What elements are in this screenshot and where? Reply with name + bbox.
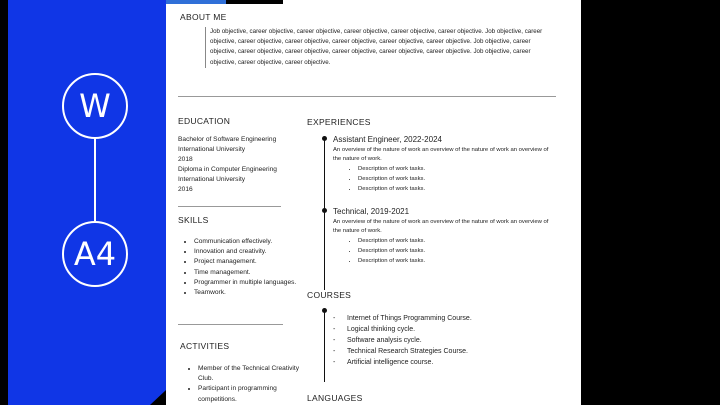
education-line: 2016 — [178, 185, 193, 193]
task-item: • Description of work tasks. — [358, 164, 425, 174]
education-line: International University — [178, 145, 246, 153]
experience-timeline — [324, 138, 325, 290]
a4-badge: A4 — [62, 221, 128, 287]
about-text: Job objective, career objective, career objective, career objective, career objective, career objective. Job objective, career objective, career objective, career objective, career objective, career objective, career objective. Job objective, career objective, career objective, career objective, career objective, career objective, career objective. Job objective, career objective, career objective, career objective. — [205, 27, 556, 68]
skill-item: • Programmer in multiple languages. — [194, 278, 304, 288]
timeline-dot — [322, 308, 327, 313]
course-item: - Technical Research Strategies Course. — [333, 347, 472, 358]
about-heading: ABOUT ME — [180, 12, 227, 22]
activities-list — [182, 364, 303, 405]
activity-item: • Participant in programming competitions. — [198, 384, 303, 404]
course-item: - Logical thinking cycle. — [333, 325, 472, 336]
word-badge: W — [62, 73, 128, 139]
course-item: - Artificial intelligence course. — [333, 358, 472, 369]
job-description: An overview of the nature of work an overview of the nature of work an overview of the nature of work. — [333, 219, 549, 235]
education-heading: EDUCATION — [178, 116, 231, 126]
about-divider — [178, 96, 556, 97]
languages-heading: LANGUAGES — [307, 393, 363, 403]
courses-timeline — [324, 310, 325, 382]
experiences-heading: EXPERIENCES — [307, 117, 371, 127]
activities-heading: ACTIVITIES — [180, 341, 230, 351]
job-tasks — [346, 164, 425, 195]
skills-heading: SKILLS — [178, 215, 209, 225]
task-item: • Description of work tasks. — [358, 246, 425, 256]
badge-connector — [94, 139, 96, 221]
resume-page — [166, 4, 581, 405]
education-line: Bachelor of Software Engineering — [178, 136, 277, 143]
skill-item: • Communication effectively. — [194, 237, 304, 247]
education-line: 2018 — [178, 155, 193, 163]
skill-item: • Innovation and creativity. — [194, 247, 304, 257]
course-item: - Internet of Things Programming Course. — [333, 314, 472, 325]
skill-item: • Teamwork. — [194, 288, 304, 298]
job-tasks — [346, 236, 425, 267]
task-item: • Description of work tasks. — [358, 256, 425, 266]
education-line: Diploma in Computer Engineering — [178, 165, 277, 173]
timeline-dot — [322, 208, 327, 213]
task-item: • Description of work tasks. — [358, 174, 425, 184]
skills-divider — [178, 324, 283, 325]
page-edge — [581, 0, 583, 405]
skill-item: • Time management. — [194, 268, 304, 278]
task-item: • Description of work tasks. — [358, 236, 425, 246]
course-item: - Software analysis cycle. — [333, 336, 472, 347]
education-details — [178, 135, 277, 194]
courses-list — [333, 314, 472, 369]
skill-item: • Project management. — [194, 257, 304, 267]
courses-heading: COURSES — [307, 290, 352, 300]
task-item: • Description of work tasks. — [358, 184, 425, 194]
job-title: Technical, 2019-2021 — [333, 207, 410, 216]
education-divider — [178, 206, 281, 207]
activity-item: • Member of the Technical Creativity Club. — [198, 364, 303, 384]
job-description: An overview of the nature of work an overview of the nature of work an overview of the nature of work. — [333, 147, 549, 163]
timeline-dot — [322, 136, 327, 141]
education-line: International University — [178, 175, 246, 183]
skills-list — [178, 237, 304, 298]
job-title: Assistant Engineer, 2022-2024 — [333, 135, 442, 144]
blue-side-panel — [8, 0, 166, 405]
panel-corner — [150, 390, 166, 405]
